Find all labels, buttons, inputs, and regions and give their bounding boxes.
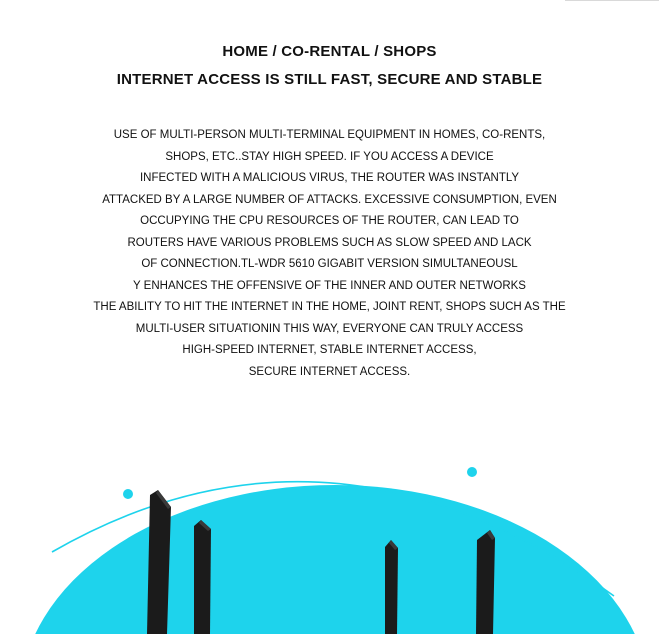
router-illustration (0, 400, 659, 634)
description-line: ATTACKED BY A LARGE NUMBER OF ATTACKS. EXCESSIVE CONSUMPTION, EVEN (102, 193, 557, 206)
signal-node-icon (467, 467, 477, 477)
headline-secondary: INTERNET ACCESS IS STILL FAST, SECURE AND STABLE (116, 71, 543, 88)
top-divider (565, 0, 659, 1)
headline-primary: HOME / CO-RENTAL / SHOPS (222, 43, 437, 60)
description-line: MULTI-USER SITUATIONIN THIS WAY, EVERYONE CAN TRULY ACCESS (135, 322, 524, 335)
signal-node-icon (123, 489, 133, 499)
description-block (0, 125, 659, 383)
description-line: SHOPS, ETC..STAY HIGH SPEED. IF YOU ACCESS A DEVICE (165, 150, 494, 163)
cyan-dome (20, 485, 650, 634)
router-antenna-icon (385, 540, 398, 634)
router-antenna-icon (194, 520, 211, 634)
description-line: Y ENHANCES THE OFFENSIVE OF THE INNER AND OUTER NETWORKS (133, 279, 526, 292)
router-antenna-icon (147, 490, 171, 634)
router-antenna-icon (476, 530, 495, 634)
description-line: ROUTERS HAVE VARIOUS PROBLEMS SUCH AS SLOW SPEED AND LACK (127, 236, 532, 249)
description-line: THE ABILITY TO HIT THE INTERNET IN THE HOME, JOINT RENT, SHOPS SUCH AS THE (93, 301, 566, 313)
description-line: HIGH-SPEED INTERNET, STABLE INTERNET ACCESS, (182, 344, 477, 356)
description-line: USE OF MULTI-PERSON MULTI-TERMINAL EQUIPMENT IN HOMES, CO-RENTS, (113, 129, 546, 141)
description-line: OF CONNECTION.TL-WDR 5610 GIGABIT VERSION SIMULTANEOUSL (141, 258, 518, 270)
description-line: INFECTED WITH A MALICIOUS VIRUS, THE ROUTER WAS INSTANTLY (139, 172, 520, 184)
description-line: SECURE INTERNET ACCESS. (248, 365, 411, 378)
description-line: OCCUPYING THE CPU RESOURCES OF THE ROUTER, CAN LEAD TO (140, 215, 519, 227)
